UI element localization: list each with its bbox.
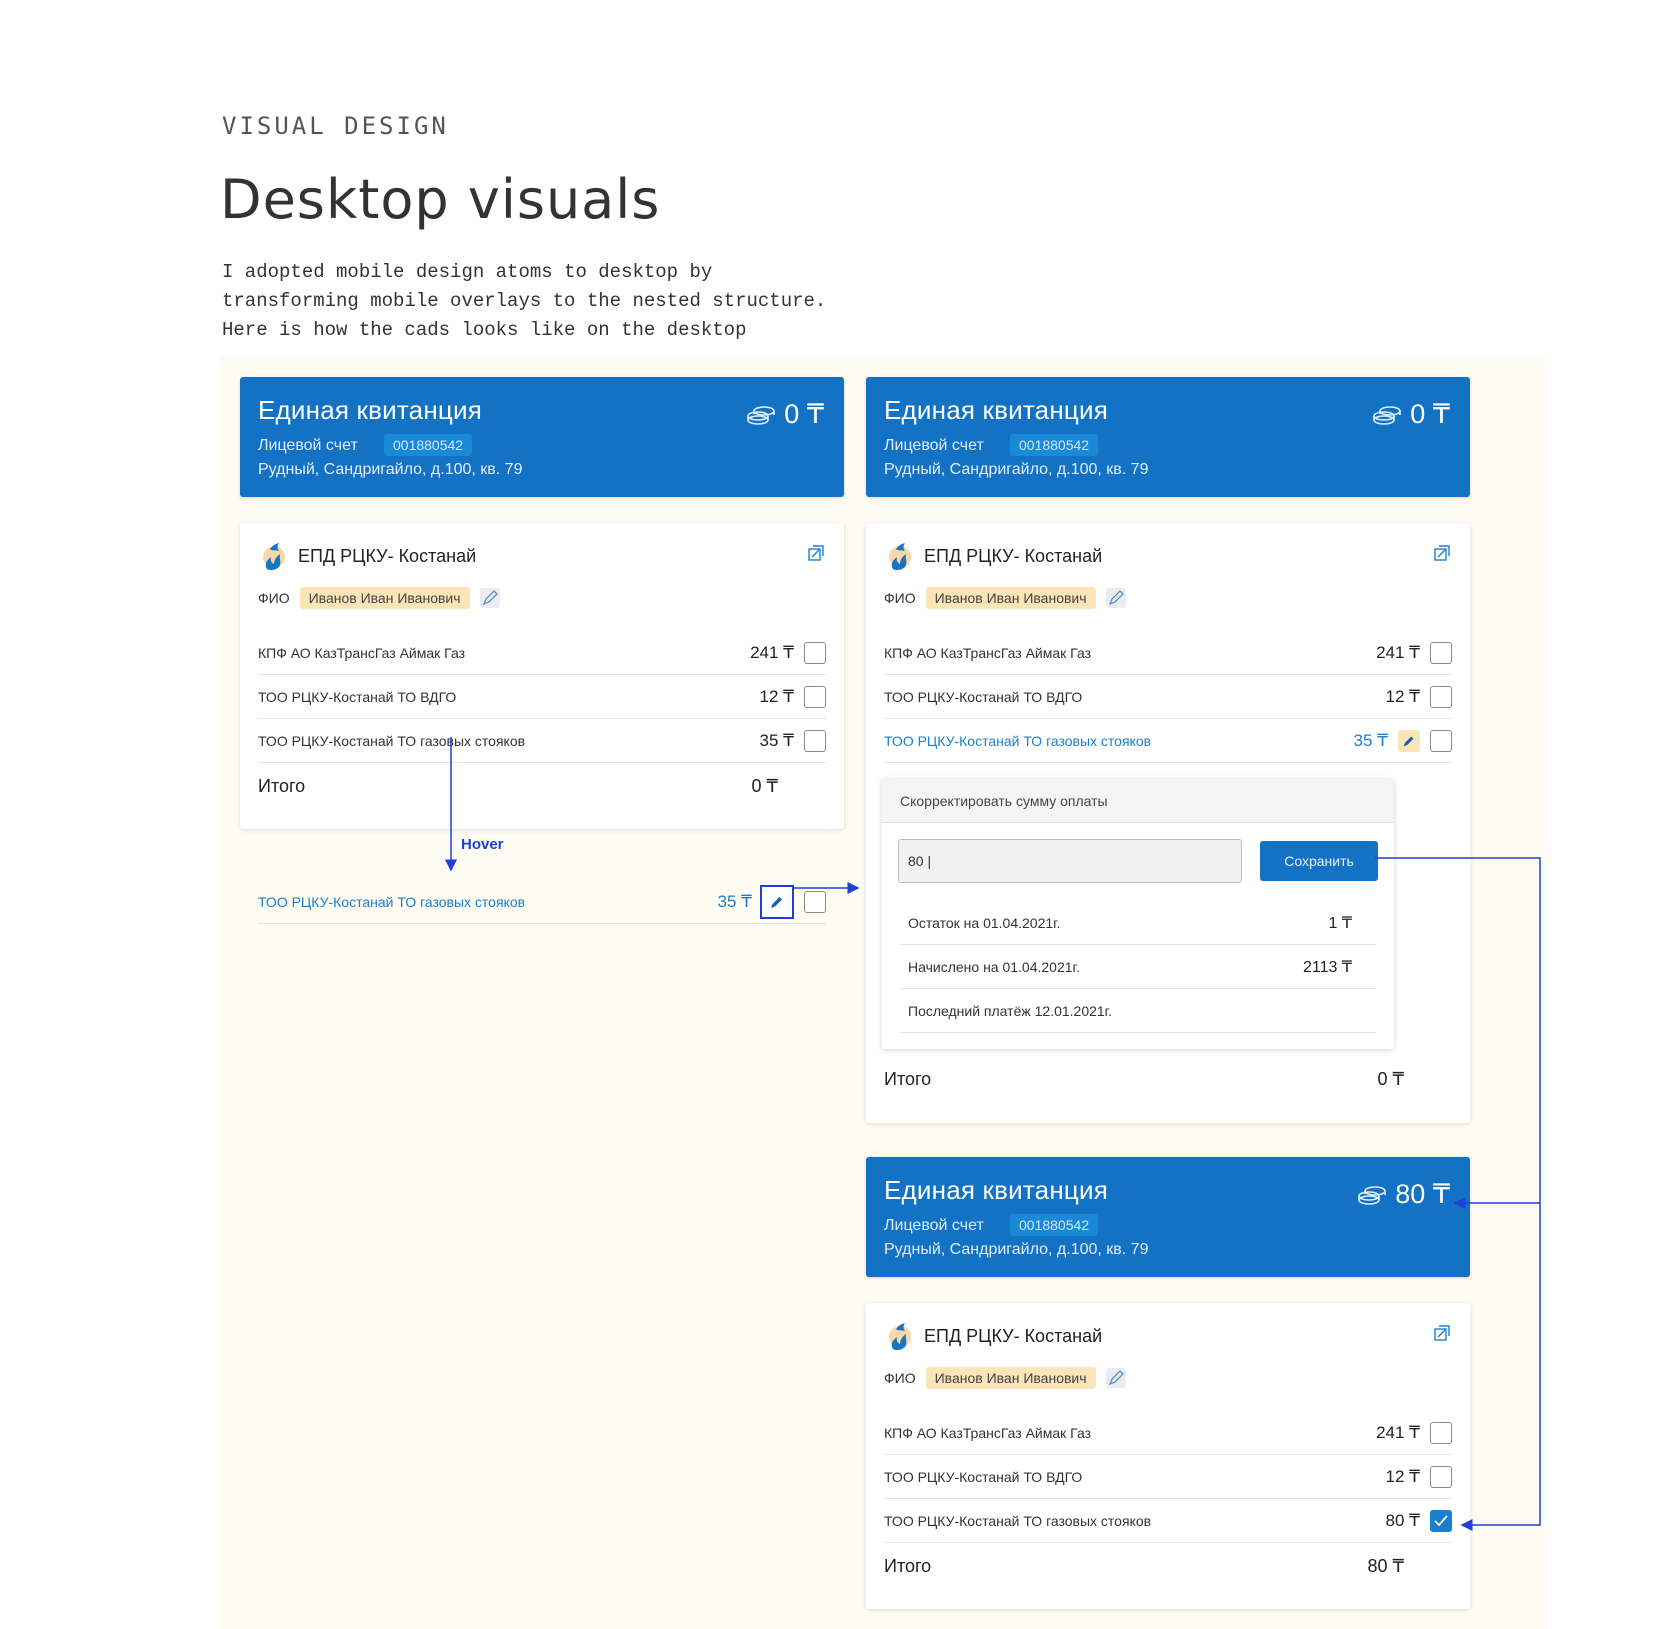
charge-name: ТОО РЦКУ-Костанай ТО ВДГО <box>258 688 457 705</box>
account-label: Лицевой счет <box>884 1217 984 1234</box>
receipt-title: Единая квитанция <box>884 1175 1108 1205</box>
check-icon <box>1433 1513 1449 1529</box>
external-link-icon[interactable] <box>1434 545 1450 561</box>
pencil-icon[interactable] <box>480 588 500 608</box>
fio-badge: Иванов Иван Иванович <box>926 587 1096 609</box>
total-line <box>258 776 778 797</box>
charge-row[interactable] <box>884 675 1452 719</box>
provider-card-updated <box>866 1303 1470 1609</box>
fio-line <box>884 587 1126 609</box>
charge-name: ТОО РЦКУ-Костанай ТО газовых стояков <box>258 893 526 910</box>
charge-row[interactable] <box>258 631 826 675</box>
fio-label: ФИО <box>884 1370 916 1386</box>
charge-name: ТОО РЦКУ-Костанай ТО ВДГО <box>884 688 1083 705</box>
charge-amount: 35 ₸ <box>759 730 794 750</box>
account-label: Лицевой счет <box>884 437 984 454</box>
fio-line <box>258 587 500 609</box>
charge-row[interactable] <box>884 1411 1452 1455</box>
fio-badge: Иванов Иван Иванович <box>926 1367 1096 1389</box>
checkbox-icon[interactable] <box>1430 730 1452 752</box>
balance-row <box>900 989 1376 1033</box>
flame-logo-icon <box>258 541 286 571</box>
section-eyebrow: VISUAL DESIGN <box>222 112 449 140</box>
provider-header <box>884 1321 1102 1351</box>
charge-list <box>258 631 826 763</box>
charge-list <box>884 631 1452 763</box>
external-link-icon[interactable] <box>1434 1325 1450 1341</box>
receipt-title: Единая квитанция <box>258 395 482 425</box>
checkbox-icon[interactable] <box>804 730 826 752</box>
checkbox-icon[interactable] <box>1430 1466 1452 1488</box>
charge-row[interactable] <box>884 631 1452 675</box>
correct-amount-title: Скорректировать сумму оплаты <box>882 779 1394 823</box>
provider-card-editing <box>866 523 1470 1123</box>
charge-name: КПФ АО КазТрансГаз Аймак Газ <box>884 644 1091 661</box>
charge-amount: 35 ₸ <box>1353 730 1388 750</box>
charge-amount: 12 ₸ <box>759 686 794 706</box>
total-label: Итого <box>258 776 306 796</box>
charge-row[interactable] <box>884 1455 1452 1499</box>
balance-row <box>900 901 1376 945</box>
provider-header <box>258 541 476 571</box>
receipt-header-card <box>866 377 1470 497</box>
hover-annotation-label: Hover <box>461 836 504 853</box>
charge-amount: 241 ₸ <box>1376 1422 1420 1442</box>
account-label: Лицевой счет <box>258 437 358 454</box>
checkbox-icon[interactable] <box>1430 1422 1452 1444</box>
charge-name: КПФ АО КазТрансГаз Аймак Газ <box>258 644 465 661</box>
charge-amount: 241 ₸ <box>750 642 794 662</box>
coins-icon <box>1357 1184 1387 1206</box>
account-number-badge: 001880542 <box>1010 1214 1098 1236</box>
total-label: Итого <box>884 1556 932 1576</box>
pencil-icon[interactable] <box>1106 1368 1126 1388</box>
provider-header <box>884 541 1102 571</box>
external-link-icon[interactable] <box>808 545 824 561</box>
charge-name: ТОО РЦКУ-Костанай ТО ВДГО <box>884 1468 1083 1485</box>
address: Рудный, Сандригайло, д.100, кв. 79 <box>884 1241 1149 1258</box>
charge-row[interactable] <box>258 675 826 719</box>
charge-amount: 12 ₸ <box>1385 1466 1420 1486</box>
provider-title: ЕПД РЦКУ- Костанай <box>924 1325 1103 1346</box>
intro-text: I adopted mobile design atoms to desktop by transforming mobile overlays to the nested structure. Here is how the cads looks like on the desktop <box>222 261 827 341</box>
receipt-amount <box>1357 1179 1450 1210</box>
account-number-badge: 001880542 <box>384 434 472 456</box>
coins-icon <box>1372 404 1402 426</box>
charge-row-active[interactable] <box>884 719 1452 763</box>
charge-amount: 241 ₸ <box>1376 642 1420 662</box>
charge-row[interactable] <box>884 1499 1452 1543</box>
receipt-amount-value: 80 ₸ <box>1395 1179 1450 1209</box>
total-value: 0 ₸ <box>1377 1069 1404 1089</box>
checkbox-icon[interactable] <box>804 891 826 913</box>
charge-amount: 80 ₸ <box>1385 1510 1420 1530</box>
provider-title: ЕПД РЦКУ- Костанай <box>924 545 1103 566</box>
total-value: 0 ₸ <box>751 776 778 796</box>
receipt-title: Единая квитанция <box>884 395 1108 425</box>
total-value: 80 ₸ <box>1367 1556 1404 1576</box>
fio-badge: Иванов Иван Иванович <box>300 587 470 609</box>
address: Рудный, Сандригайло, д.100, кв. 79 <box>884 461 1149 478</box>
total-label: Итого <box>884 1069 932 1089</box>
flame-logo-icon <box>884 1321 912 1351</box>
account-number-badge: 001880542 <box>1010 434 1098 456</box>
fio-label: ФИО <box>258 590 290 606</box>
fio-label: ФИО <box>884 590 916 606</box>
charge-name: ТОО РЦКУ-Костанай ТО газовых стояков <box>258 732 526 749</box>
charge-row[interactable] <box>258 719 826 763</box>
balance-label: Остаток на 01.04.2021г. <box>908 914 1061 931</box>
receipt-amount-value: 0 ₸ <box>784 399 824 429</box>
receipt-amount <box>1372 399 1450 430</box>
checkbox-icon[interactable] <box>804 686 826 708</box>
checkbox-checked-icon[interactable] <box>1430 1510 1452 1532</box>
amount-input[interactable]: 80 | <box>898 839 1242 883</box>
save-button[interactable]: Сохранить <box>1260 841 1378 881</box>
total-line <box>884 1556 1404 1577</box>
balance-info-list <box>900 901 1376 1033</box>
charge-name: КПФ АО КазТрансГаз Аймак Газ <box>884 1424 1091 1441</box>
receipt-header-card-updated <box>866 1157 1470 1277</box>
flame-logo-icon <box>884 541 912 571</box>
charge-amount: 35 ₸ <box>717 891 752 911</box>
correct-amount-panel <box>882 779 1394 1049</box>
provider-title: ЕПД РЦКУ- Костанай <box>298 545 477 566</box>
hover-state-row[interactable] <box>258 880 826 924</box>
pencil-icon[interactable] <box>1106 588 1126 608</box>
balance-value: 1 ₸ <box>1328 914 1352 932</box>
coins-icon <box>746 404 776 426</box>
charge-list <box>884 1411 1452 1543</box>
receipt-amount <box>746 399 824 430</box>
checkbox-icon[interactable] <box>1430 686 1452 708</box>
receipt-amount-value: 0 ₸ <box>1410 399 1450 429</box>
checkbox-icon[interactable] <box>804 642 826 664</box>
page-title: Desktop visuals <box>220 168 661 231</box>
provider-card <box>240 523 844 829</box>
fio-line <box>884 1367 1126 1389</box>
pencil-icon[interactable] <box>760 885 794 919</box>
balance-label: Начислено на 01.04.2021г. <box>908 958 1080 975</box>
receipt-header-card <box>240 377 844 497</box>
charge-name: ТОО РЦКУ-Костанай ТО газовых стояков <box>884 1512 1152 1529</box>
balance-row <box>900 945 1376 989</box>
balance-label: Последний платёж 12.01.2021г. <box>908 1002 1112 1019</box>
charge-name: ТОО РЦКУ-Костанай ТО газовых стояков <box>884 732 1152 749</box>
address: Рудный, Сандригайло, д.100, кв. 79 <box>258 461 523 478</box>
total-line <box>884 1069 1404 1090</box>
pencil-icon[interactable] <box>1398 730 1420 752</box>
balance-value: 2113 ₸ <box>1302 958 1352 976</box>
charge-amount: 12 ₸ <box>1385 686 1420 706</box>
checkbox-icon[interactable] <box>1430 642 1452 664</box>
